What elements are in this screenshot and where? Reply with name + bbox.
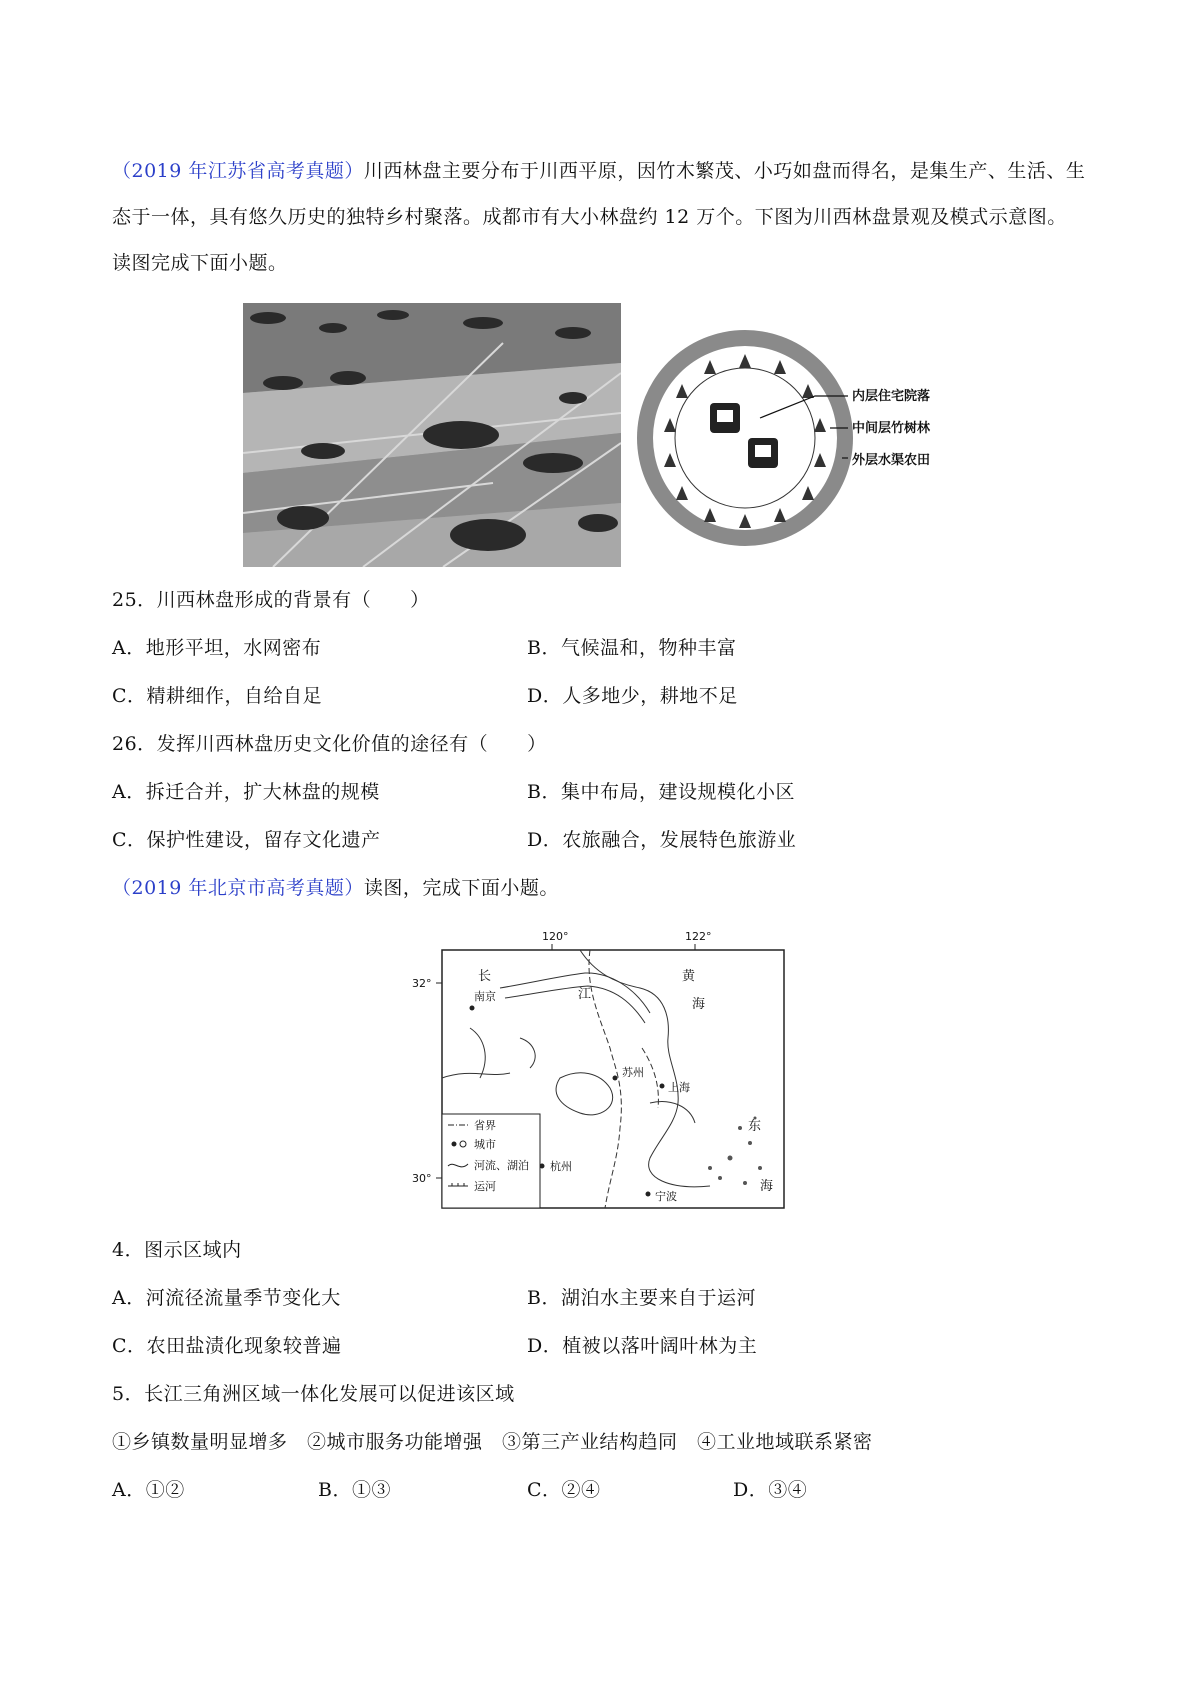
map-label-ningbo: 宁波 (655, 1190, 677, 1203)
question-26-stem: 26．发挥川西林盘历史文化价值的途径有（ ） (112, 733, 547, 755)
map-label-jiang: 江 (578, 987, 592, 1002)
linpan-model-diagram (630, 318, 960, 558)
diagram-label-outer: 外层水渠农田 (852, 453, 931, 468)
map-label-hangzhou: 杭州 (550, 1160, 572, 1173)
linpan-photo (243, 303, 621, 567)
legend-river-lake: 河流、湖泊 (474, 1159, 529, 1172)
q26-option-b[interactable]: B．集中布局，建设规模化小区 (527, 781, 795, 803)
legend-city: 城市 (474, 1138, 496, 1151)
map-legend (442, 1114, 540, 1208)
map-label-chang: 长 (478, 969, 492, 984)
q4-option-d[interactable]: D．植被以落叶阔叶林为主 (527, 1335, 758, 1357)
q26-option-a[interactable]: A．拆迁合并，扩大林盘的规模 (112, 781, 380, 803)
map-lat-30: 30° (412, 1172, 432, 1185)
diagram-label-middle: 中间层竹树林 (852, 421, 931, 436)
diagram-label-inner: 内层住宅院落 (852, 389, 931, 404)
question-intro-1 (112, 148, 1092, 286)
question-25-stem: 25．川西林盘形成的背景有（ ） (112, 589, 430, 611)
q4-option-b[interactable]: B．湖泊水主要来自于运河 (527, 1287, 756, 1309)
map-label-nanjing: 南京 (474, 990, 496, 1003)
q5-option-d[interactable]: D．③④ (733, 1479, 808, 1501)
q4-option-a[interactable]: A．河流径流量季节变化大 (112, 1287, 341, 1309)
map-lon-122: 122° (685, 930, 712, 943)
question-5-items: ①乡镇数量明显增多 ②城市服务功能增强 ③第三产业结构趋同 ④工业地域联系紧密 (112, 1431, 873, 1453)
q25-option-d[interactable]: D．人多地少，耕地不足 (527, 685, 738, 707)
question-4-stem: 4．图示区域内 (112, 1239, 242, 1261)
q5-option-a[interactable]: A．①② (112, 1479, 185, 1501)
map-label-suzhou: 苏州 (622, 1066, 644, 1079)
legend-boundary: 省界 (474, 1119, 496, 1132)
legend-canal: 运河 (474, 1180, 496, 1193)
yangtze-delta-map (410, 928, 790, 1213)
q5-option-b[interactable]: B．①③ (318, 1479, 391, 1501)
q5-option-c[interactable]: C．②④ (527, 1479, 601, 1501)
intro-text: 读图，完成下面小题。 (363, 877, 559, 899)
map-label-hai-1: 海 (692, 997, 706, 1012)
map-label-hai-2: 海 (760, 1179, 774, 1194)
map-label-dong: 东 (748, 1119, 762, 1134)
source-tag: （2019 年江苏省高考真题） (112, 160, 364, 182)
map-label-shanghai: 上海 (668, 1081, 690, 1094)
question-5-stem: 5．长江三角洲区域一体化发展可以促进该区域 (112, 1383, 515, 1405)
map-lat-32: 32° (412, 977, 432, 990)
q25-option-c[interactable]: C．精耕细作，自给自足 (112, 685, 323, 707)
source-tag: （2019 年北京市高考真题） (112, 877, 364, 899)
intro-text: 川西林盘主要分布于川西平原，因竹木繁茂、小巧如盘而得名，是集生产、生活、生态于一体，具有悠久历史的独特乡村聚落。成都市有大小林盘约 12 万个。下图为川西林盘景观及模式示意图。 读图完成下面小题。 (112, 160, 1086, 274)
q25-option-b[interactable]: B．气候温和，物种丰富 (527, 637, 737, 659)
q25-option-a[interactable]: A．地形平坦，水网密布 (112, 637, 322, 659)
map-label-huang: 黄 (682, 969, 696, 984)
question-intro-2 (112, 873, 559, 903)
q4-option-c[interactable]: C．农田盐渍化现象较普遍 (112, 1335, 342, 1357)
q26-option-d[interactable]: D．农旅融合，发展特色旅游业 (527, 829, 797, 851)
map-lon-120: 120° (542, 930, 569, 943)
q26-option-c[interactable]: C．保护性建设，留存文化遗产 (112, 829, 381, 851)
